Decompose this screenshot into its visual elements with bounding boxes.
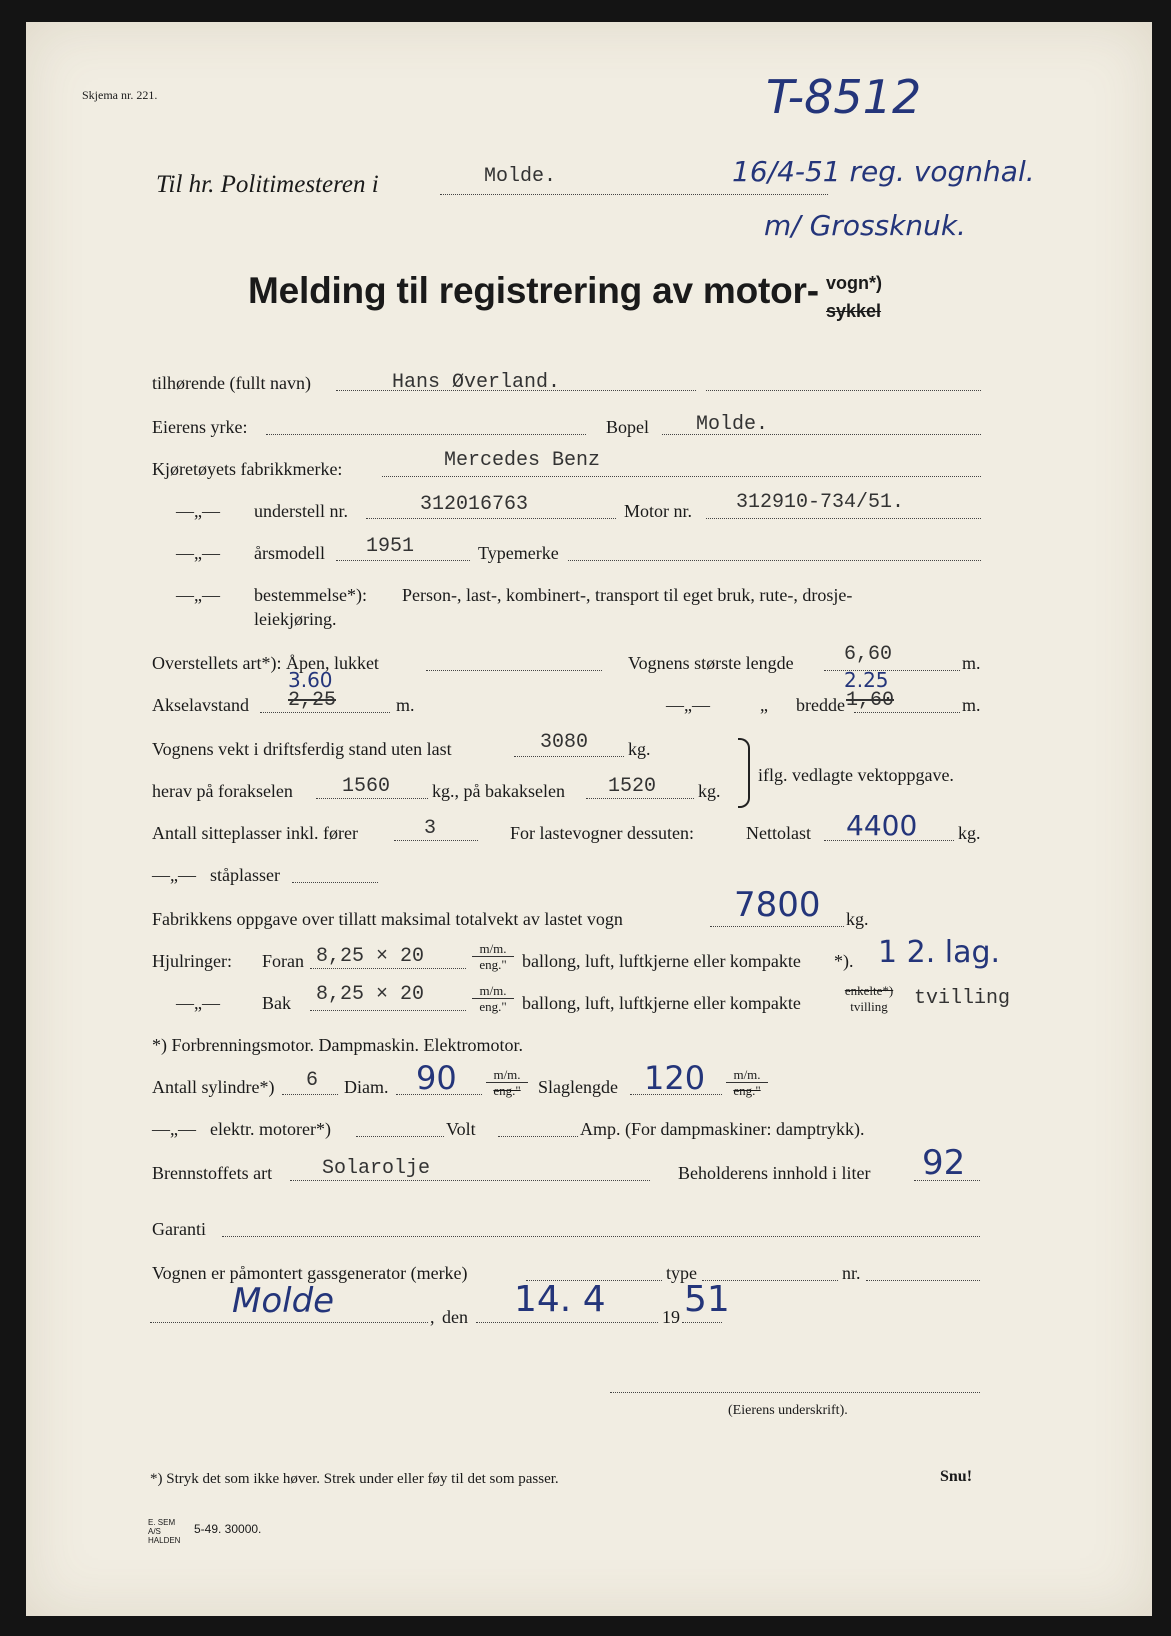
truck-label: For lastevogner dessuten: — [510, 823, 694, 843]
form-sheet — [26, 22, 1152, 1616]
rear-unit-mm: m/m. — [472, 984, 514, 999]
stroke-unit-mm: m/m. — [726, 1068, 768, 1083]
max-weight-unit: kg. — [846, 909, 869, 929]
year-line — [336, 560, 470, 561]
motor-line — [706, 518, 981, 519]
width-handwritten: 2.25 — [844, 668, 889, 692]
wheelbase-label: Akselavstand — [152, 695, 249, 715]
place-line — [150, 1322, 428, 1323]
year-label: årsmodell — [254, 543, 325, 563]
make-label: Kjøretøyets fabrikkmerke: — [152, 459, 343, 479]
addressee-value: Molde. — [484, 165, 557, 188]
netload-value: 4400 — [846, 809, 918, 842]
width-line — [854, 712, 960, 713]
gas-type-label: type — [666, 1263, 697, 1283]
registration-number: T-8512 — [766, 70, 922, 124]
wheelbase-line — [260, 712, 390, 713]
signature-label: (Eierens underskrift). — [728, 1403, 848, 1418]
make-value: Mercedes Benz — [444, 449, 601, 472]
rear-axle-line — [586, 798, 694, 799]
max-weight-value: 7800 — [734, 885, 821, 925]
max-weight-line — [710, 926, 844, 927]
cylinders-value: 6 — [306, 1069, 319, 1092]
ditto-mark: —„— — [176, 543, 220, 563]
length-unit: m. — [962, 653, 981, 673]
front-axle-value: 1560 — [342, 775, 391, 798]
den-label: den — [442, 1307, 468, 1327]
stroke-value: 120 — [644, 1059, 706, 1097]
chassis-line — [366, 518, 616, 519]
wheels-label: Hjulringer: — [152, 951, 232, 971]
gas-nr-line — [866, 1280, 980, 1281]
rear-single: enkelte*) — [844, 983, 894, 998]
weight-value: 3080 — [540, 731, 589, 754]
diam-unit-mm: m/m. — [486, 1068, 528, 1083]
tank-label: Beholderens innhold i liter — [678, 1163, 871, 1183]
print-code: 5-49. 30000. — [194, 1522, 262, 1536]
year-suffix-line — [682, 1322, 722, 1323]
seats-value: 3 — [424, 817, 437, 840]
place-value: Molde — [232, 1281, 335, 1321]
type-label: Typemerke — [478, 543, 559, 563]
wheelbase-unit: m. — [396, 695, 415, 715]
stroke-unit-eng: eng." — [733, 1083, 761, 1098]
owner-value: Hans Øverland. — [392, 371, 561, 394]
rear-line — [310, 1010, 466, 1011]
width-quote: „ — [760, 695, 768, 715]
date-separator: , — [430, 1307, 435, 1327]
body-line — [426, 670, 602, 671]
max-weight-label: Fabrikkens oppgave over tillatt maksimal totalvekt av lastet vogn — [152, 909, 623, 929]
type-line — [568, 560, 981, 561]
date-value: 14. 4 — [514, 1279, 606, 1320]
front-axle-line — [316, 798, 428, 799]
make-line — [382, 476, 981, 477]
chassis-value: 312016763 — [420, 493, 529, 516]
weight-brace — [738, 738, 750, 808]
ditto-mark: —„— — [152, 865, 196, 885]
year-prefix: 19 — [662, 1307, 680, 1327]
cylinders-label: Antall sylindre*) — [152, 1077, 275, 1097]
front-tire-footnote: *). — [834, 951, 854, 971]
residence-value: Molde. — [696, 413, 769, 436]
chassis-label: understell nr. — [254, 501, 348, 521]
volt-line — [356, 1136, 444, 1137]
addressee-line — [440, 194, 828, 195]
ditto-mark: —„— — [176, 993, 220, 1013]
wheelbase-handwritten: 3.60 — [288, 668, 333, 692]
front-label: Foran — [262, 951, 304, 971]
date-line — [476, 1322, 658, 1323]
rear-axle-unit: kg. — [698, 781, 721, 801]
title-suffix-sykkel: sykkel — [826, 301, 882, 321]
weight-note: iflg. vedlagte vektoppgave. — [758, 765, 954, 785]
amp-label: Amp. (For dampmaskiner: damptrykk). — [580, 1119, 865, 1139]
netload-label: Nettolast — [746, 823, 811, 843]
width-typed: 1,60 — [846, 689, 895, 712]
rear-twin-printed: tvilling — [850, 999, 888, 1014]
standing-line — [292, 882, 378, 883]
diam-label: Diam. — [344, 1077, 389, 1097]
front-unit-mm: m/m. — [472, 942, 514, 957]
signature-line — [610, 1392, 980, 1393]
seats-label: Antall sitteplasser inkl. fører — [152, 823, 358, 843]
motor-value: 312910-734/51. — [736, 491, 905, 514]
front-handwritten-note: 1 2. lag. — [878, 935, 1001, 970]
occupation-label: Eierens yrke: — [152, 417, 248, 437]
width-unit: m. — [962, 695, 981, 715]
handwritten-note-line1: 16/4-51 reg. vognhal. — [732, 155, 1035, 188]
diam-unit-eng: eng." — [493, 1083, 521, 1098]
width-label: bredde — [796, 695, 845, 715]
weight-label: Vognens vekt i driftsferdig stand uten last — [152, 739, 452, 759]
length-label: Vognens største lengde — [628, 653, 794, 673]
gas-nr-label: nr. — [842, 1263, 861, 1283]
stroke-label: Slaglengde — [538, 1077, 618, 1097]
rear-axle-value: 1520 — [608, 775, 657, 798]
wheelbase-typed: 2,25 — [288, 689, 337, 712]
weight-line — [514, 756, 624, 757]
purpose-label: bestemmelse*): — [254, 585, 367, 605]
year-suffix: 51 — [684, 1279, 730, 1320]
rear-label: Bak — [262, 993, 291, 1013]
residence-label: Bopel — [606, 417, 649, 437]
front-tire-types: ballong, luft, luftkjerne eller kompakte — [522, 951, 801, 971]
fuel-value: Solarolje — [322, 1157, 431, 1180]
diam-value: 90 — [416, 1059, 457, 1097]
rear-value: 8,25 × 20 — [316, 983, 425, 1006]
ditto-mark: —„— — [152, 1119, 196, 1139]
owner-label: tilhørende (fullt navn) — [152, 373, 311, 393]
purpose-options: Person-, last-, kombinert-, transport til eget bruk, rute-, drosje- — [402, 585, 853, 605]
guarantee-label: Garanti — [152, 1219, 206, 1239]
front-value: 8,25 × 20 — [316, 945, 425, 968]
length-value: 6,60 — [844, 643, 893, 666]
printer-mark: E. SEM A/S HALDEN — [148, 1518, 181, 1545]
handwritten-note-line2: m/ Grossknuk. — [764, 209, 966, 242]
seats-line — [394, 840, 478, 841]
rear-axle-label: kg., på bakakselen — [432, 781, 565, 801]
front-line — [310, 968, 466, 969]
engine-type-options: *) Forbrenningsmotor. Dampmaskin. Elektromotor. — [152, 1035, 523, 1055]
motor-label: Motor nr. — [624, 501, 693, 521]
ditto-mark: —„— — [666, 695, 710, 715]
form-title: Melding til registrering av motor- — [248, 270, 819, 311]
owner-line-2 — [706, 390, 981, 391]
tank-value: 92 — [922, 1143, 966, 1183]
front-unit-eng: eng." — [479, 957, 507, 972]
addressee: Til hr. Politimesteren i — [156, 171, 379, 198]
front-axle-label: herav på forakselen — [152, 781, 293, 801]
rear-unit-eng: eng." — [479, 999, 507, 1014]
fuel-line — [290, 1180, 650, 1181]
netload-unit: kg. — [958, 823, 981, 843]
purpose-options-cont: leiekjøring. — [254, 609, 337, 629]
volt-label: Volt — [446, 1119, 476, 1139]
electric-label: elektr. motorer*) — [210, 1119, 331, 1139]
footnote: *) Stryk det som ikke høver. Strek under eller føy til det som passer. — [150, 1471, 559, 1487]
body-label: Overstellets art*): Åpen, lukket — [152, 653, 379, 673]
standing-label: ståplasser — [210, 865, 280, 885]
weight-unit: kg. — [628, 739, 651, 759]
turn-over-note: Snu! — [940, 1468, 973, 1485]
ditto-mark: —„— — [176, 501, 220, 521]
year-value: 1951 — [366, 535, 415, 558]
schema-number: Skjema nr. 221. — [82, 88, 158, 102]
occupation-line — [266, 434, 586, 435]
cylinders-line — [282, 1094, 338, 1095]
title-suffix-vogn: vogn*) — [826, 273, 882, 293]
rear-tire-types: ballong, luft, luftkjerne eller kompakte — [522, 993, 801, 1013]
rear-twin-typed: tvilling — [914, 987, 1011, 1010]
ditto-mark: —„— — [176, 585, 220, 605]
gas-generator-label: Vognen er påmontert gassgenerator (merke) — [152, 1263, 468, 1283]
fuel-label: Brennstoffets art — [152, 1163, 273, 1183]
guarantee-line — [222, 1236, 980, 1237]
amp-line — [498, 1136, 578, 1137]
